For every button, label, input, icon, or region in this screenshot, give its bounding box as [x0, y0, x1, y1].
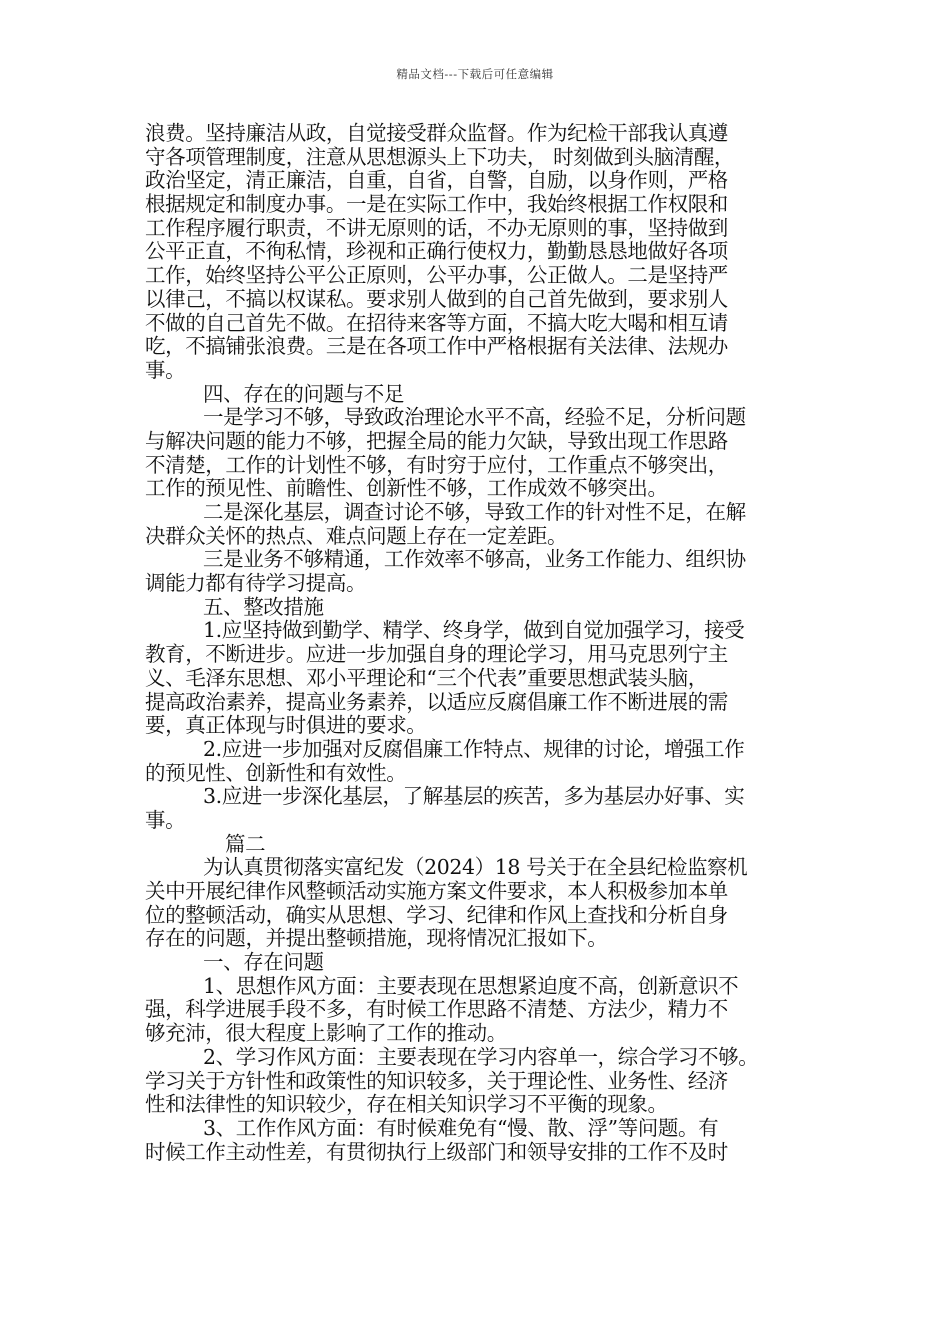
text-line: 不做的自己首先不做。在招待来客等方面，不搞大吃大喝和相互请 [145, 310, 728, 335]
text-line: 工作的预见性、前瞻性、创新性不够，工作成效不够突出。 [145, 476, 668, 501]
text-line: 为认真贯彻落实富纪发（2024）18 号关于在全县纪检监察机 [203, 855, 748, 880]
text-line: 吃，不搞铺张浪费。三是在各项工作中严格根据有关法律、法规办 [145, 334, 728, 359]
text-line: 不清楚，工作的计划性不够，有时穷于应付，工作重点不够突出， [145, 452, 728, 477]
text-line: 决群众关怀的热点、难点问题上存在一定差距。 [145, 523, 568, 548]
text-line: 3、工作作风方面：有时候难免有“慢、散、浮”等问题。有 [203, 1115, 719, 1140]
text-line: 要，真正体现与时俱进的要求。 [145, 713, 427, 738]
text-line: 时候工作主动性差，有贯彻执行上级部门和领导安排的工作不及时 [145, 1139, 728, 1164]
text-line: 五、整改措施 [203, 594, 324, 619]
text-line: 与解决问题的能力不够，把握全局的能力欠缺，导致出现工作思路 [145, 428, 728, 453]
text-line: 根据规定和制度办事。一是在实际工作中，我始终根据工作权限和 [145, 192, 728, 217]
text-line: 关中开展纪律作风整顿活动实施方案文件要求，本人积极参加本单 [145, 879, 728, 903]
text-line: 三是业务不够精通，工作效率不够高，业务工作能力、组织协 [203, 547, 746, 572]
text-line: 守各项管理制度，注意从思想源头上下功夫， 时刻做到头脑清醒， [145, 144, 735, 169]
text-line: 学习关于方针性和政策性的知识较多，关于理论性、业务性、经济 [145, 1068, 728, 1093]
text-line: 浪费。坚持廉洁从政，自觉接受群众监督。作为纪检干部我认真遵 [145, 121, 728, 145]
text-line: 2.应进一步加强对反腐倡廉工作特点、规律的讨论，增强工作 [203, 736, 745, 761]
text-line: 教育，不断进步。应进一步加强自身的理论学习，用马克思列宁主 [145, 642, 728, 667]
document-body [145, 122, 811, 1164]
text-line: 调能力都有待学习提高。 [145, 571, 367, 596]
text-line: 提高政治素养，提高业务素养，以适应反腐倡廉工作不断进展的需 [145, 689, 728, 714]
text-line: 四、存在的问题与不足 [203, 381, 404, 406]
text-line: 工作程序履行职责，不讲无原则的话，不办无原则的事，坚持做到 [145, 215, 728, 240]
text-line: 公平正直，不徇私情，珍视和正确行使权力，勤勤恳恳地做好各项 [145, 239, 728, 264]
text-line: 的预见性、创新性和有效性。 [145, 760, 407, 785]
text-line: 工作，始终坚持公平公正原则，公平办事，公正做人。二是坚持严 [145, 263, 728, 288]
text-line: 强，科学进展手段不多，有时候工作思路不清楚、方法少，精力不 [145, 997, 728, 1022]
text-line: 一是学习不够，导致政治理论水平不高，经验不足，分析问题 [203, 405, 746, 430]
text-line: 1、思想作风方面：主要表现在思想紧迫度不高，创新意识不 [203, 973, 739, 998]
text-line: 够充沛，很大程度上影响了工作的推动。 [145, 1021, 507, 1046]
text-line: 事。 [145, 807, 186, 832]
text-line: 3.应进一步深化基层，了解基层的疾苦，多为基层办好事、实 [203, 784, 745, 809]
text-line: 存在的问题，并提出整顿措施，现将情况汇报如下。 [145, 926, 608, 951]
text-line: 位的整顿活动，确实从思想、学习、纪律和作风上查找和分析自身 [145, 902, 728, 927]
text-line: 性和法律性的知识较少，存在相关知识学习不平衡的现象。 [145, 1092, 668, 1117]
text-line: 篇二 [225, 831, 266, 856]
text-line: 事。 [145, 357, 186, 382]
text-line: 义、毛泽东思想、邓小平理论和“三个代表”重要思想武装头脑， [145, 665, 708, 690]
text-line: 一、存在问题 [203, 950, 324, 975]
text-line: 1.应坚持做到勤学、精学、终身学，做到自觉加强学习，接受 [203, 618, 745, 643]
text-line: 政治坚定，清正廉洁，自重，自省，自警，自励，以身作则，严格 [145, 168, 728, 193]
page-header: 精品文档---下载后可任意编辑 [396, 67, 554, 81]
text-line: 2、学习作风方面：主要表现在学习内容单一，综合学习不够。 [203, 1044, 759, 1069]
text-line: 二是深化基层，调查讨论不够，导致工作的针对性不足，在解 [203, 500, 746, 524]
text-line: 以律己，不搞以权谋私。要求别人做到的自己首先做到，要求别人 [145, 286, 728, 311]
